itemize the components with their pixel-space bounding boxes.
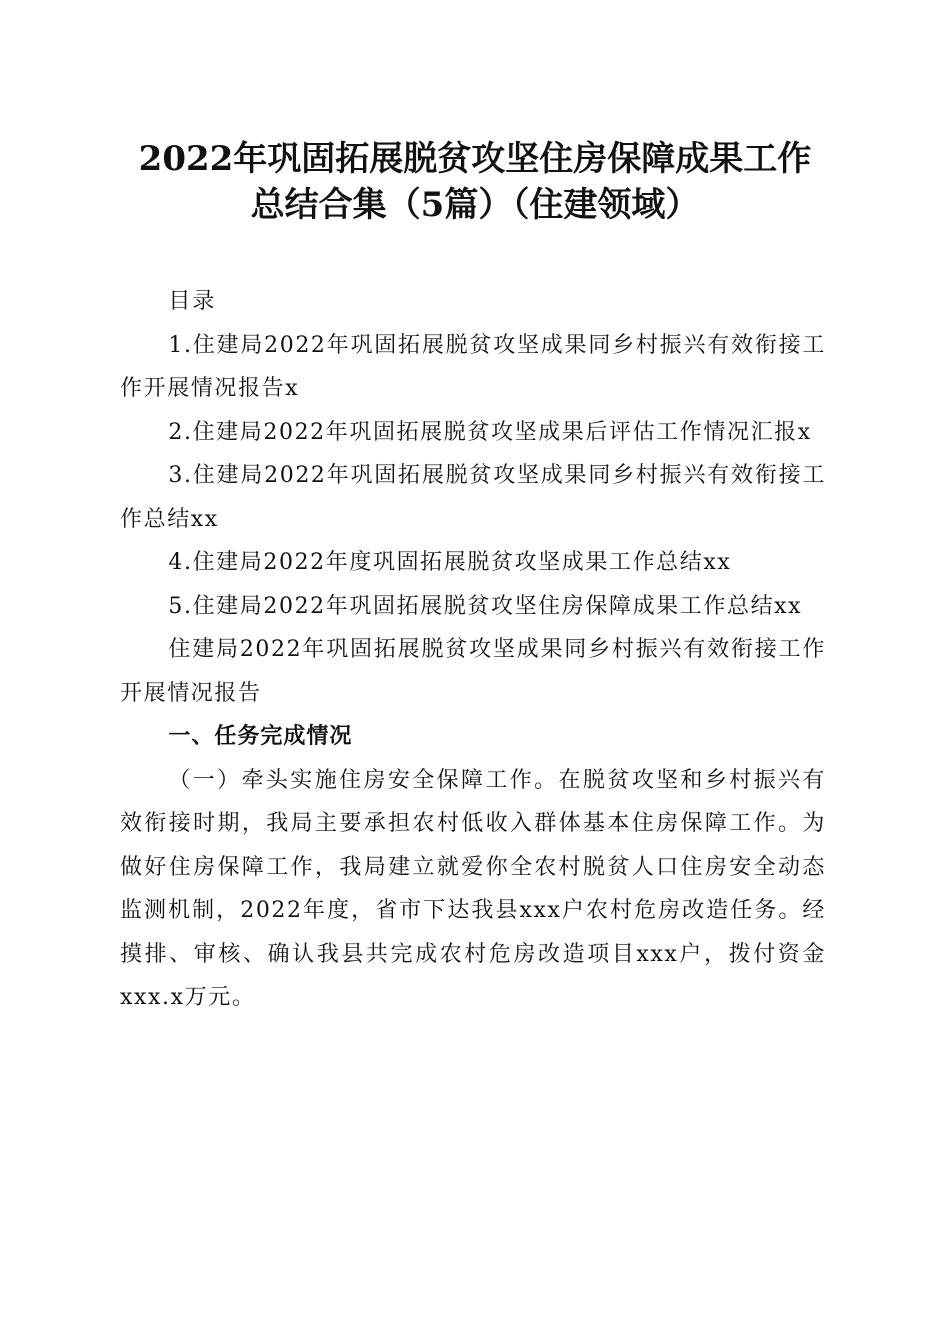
section-heading: 一、任务完成情况 (168, 724, 353, 749)
toc-item: 1.住建局2022年巩固拓展脱贫攻坚成果同乡村振兴有效衔接工作开展情况报告x (120, 332, 826, 401)
article-title: 住建局2022年巩固拓展脱贫攻坚成果同乡村振兴有效衔接工作开展情况报告 (120, 637, 826, 706)
toc-heading: 目录 (168, 289, 217, 314)
toc-item: 3.住建局2022年巩固拓展脱贫攻坚成果同乡村振兴有效衔接工作总结xx (120, 463, 826, 532)
document-body (120, 280, 826, 1020)
toc-item: 2.住建局2022年巩固拓展脱贫攻坚成果后评估工作情况汇报x (168, 419, 812, 445)
document-title-line-2: 总结合集（5篇）（住建领域） (250, 185, 700, 225)
subsection-text: 在脱贫攻坚和乡村振兴有效衔接时期，我局主要承担农村低收入群体基本住房保障工作。为做好住房保障工作，我局建立就爱你全农村脱贫人口住房安全动态监测机制，2022年度，省市下达我县xxx户农村危房改造任务。经摸排、审核、确认我县共完成农村危房改造项目xxx户，拨付资金xxx.x万元。 (120, 767, 826, 1010)
body-paragraph (120, 759, 826, 1020)
toc-item: 4.住建局2022年度巩固拓展脱贫攻坚成果工作总结xx (168, 550, 732, 575)
subsection-lead: （一）牵头实施住房安全保障工作。 (168, 767, 559, 793)
toc-item: 5.住建局2022年巩固拓展脱贫攻坚住房保障成果工作总结xx (168, 593, 803, 619)
document-title-line-1: 2022年巩固拓展脱贫攻坚住房保障成果工作 (138, 139, 812, 179)
